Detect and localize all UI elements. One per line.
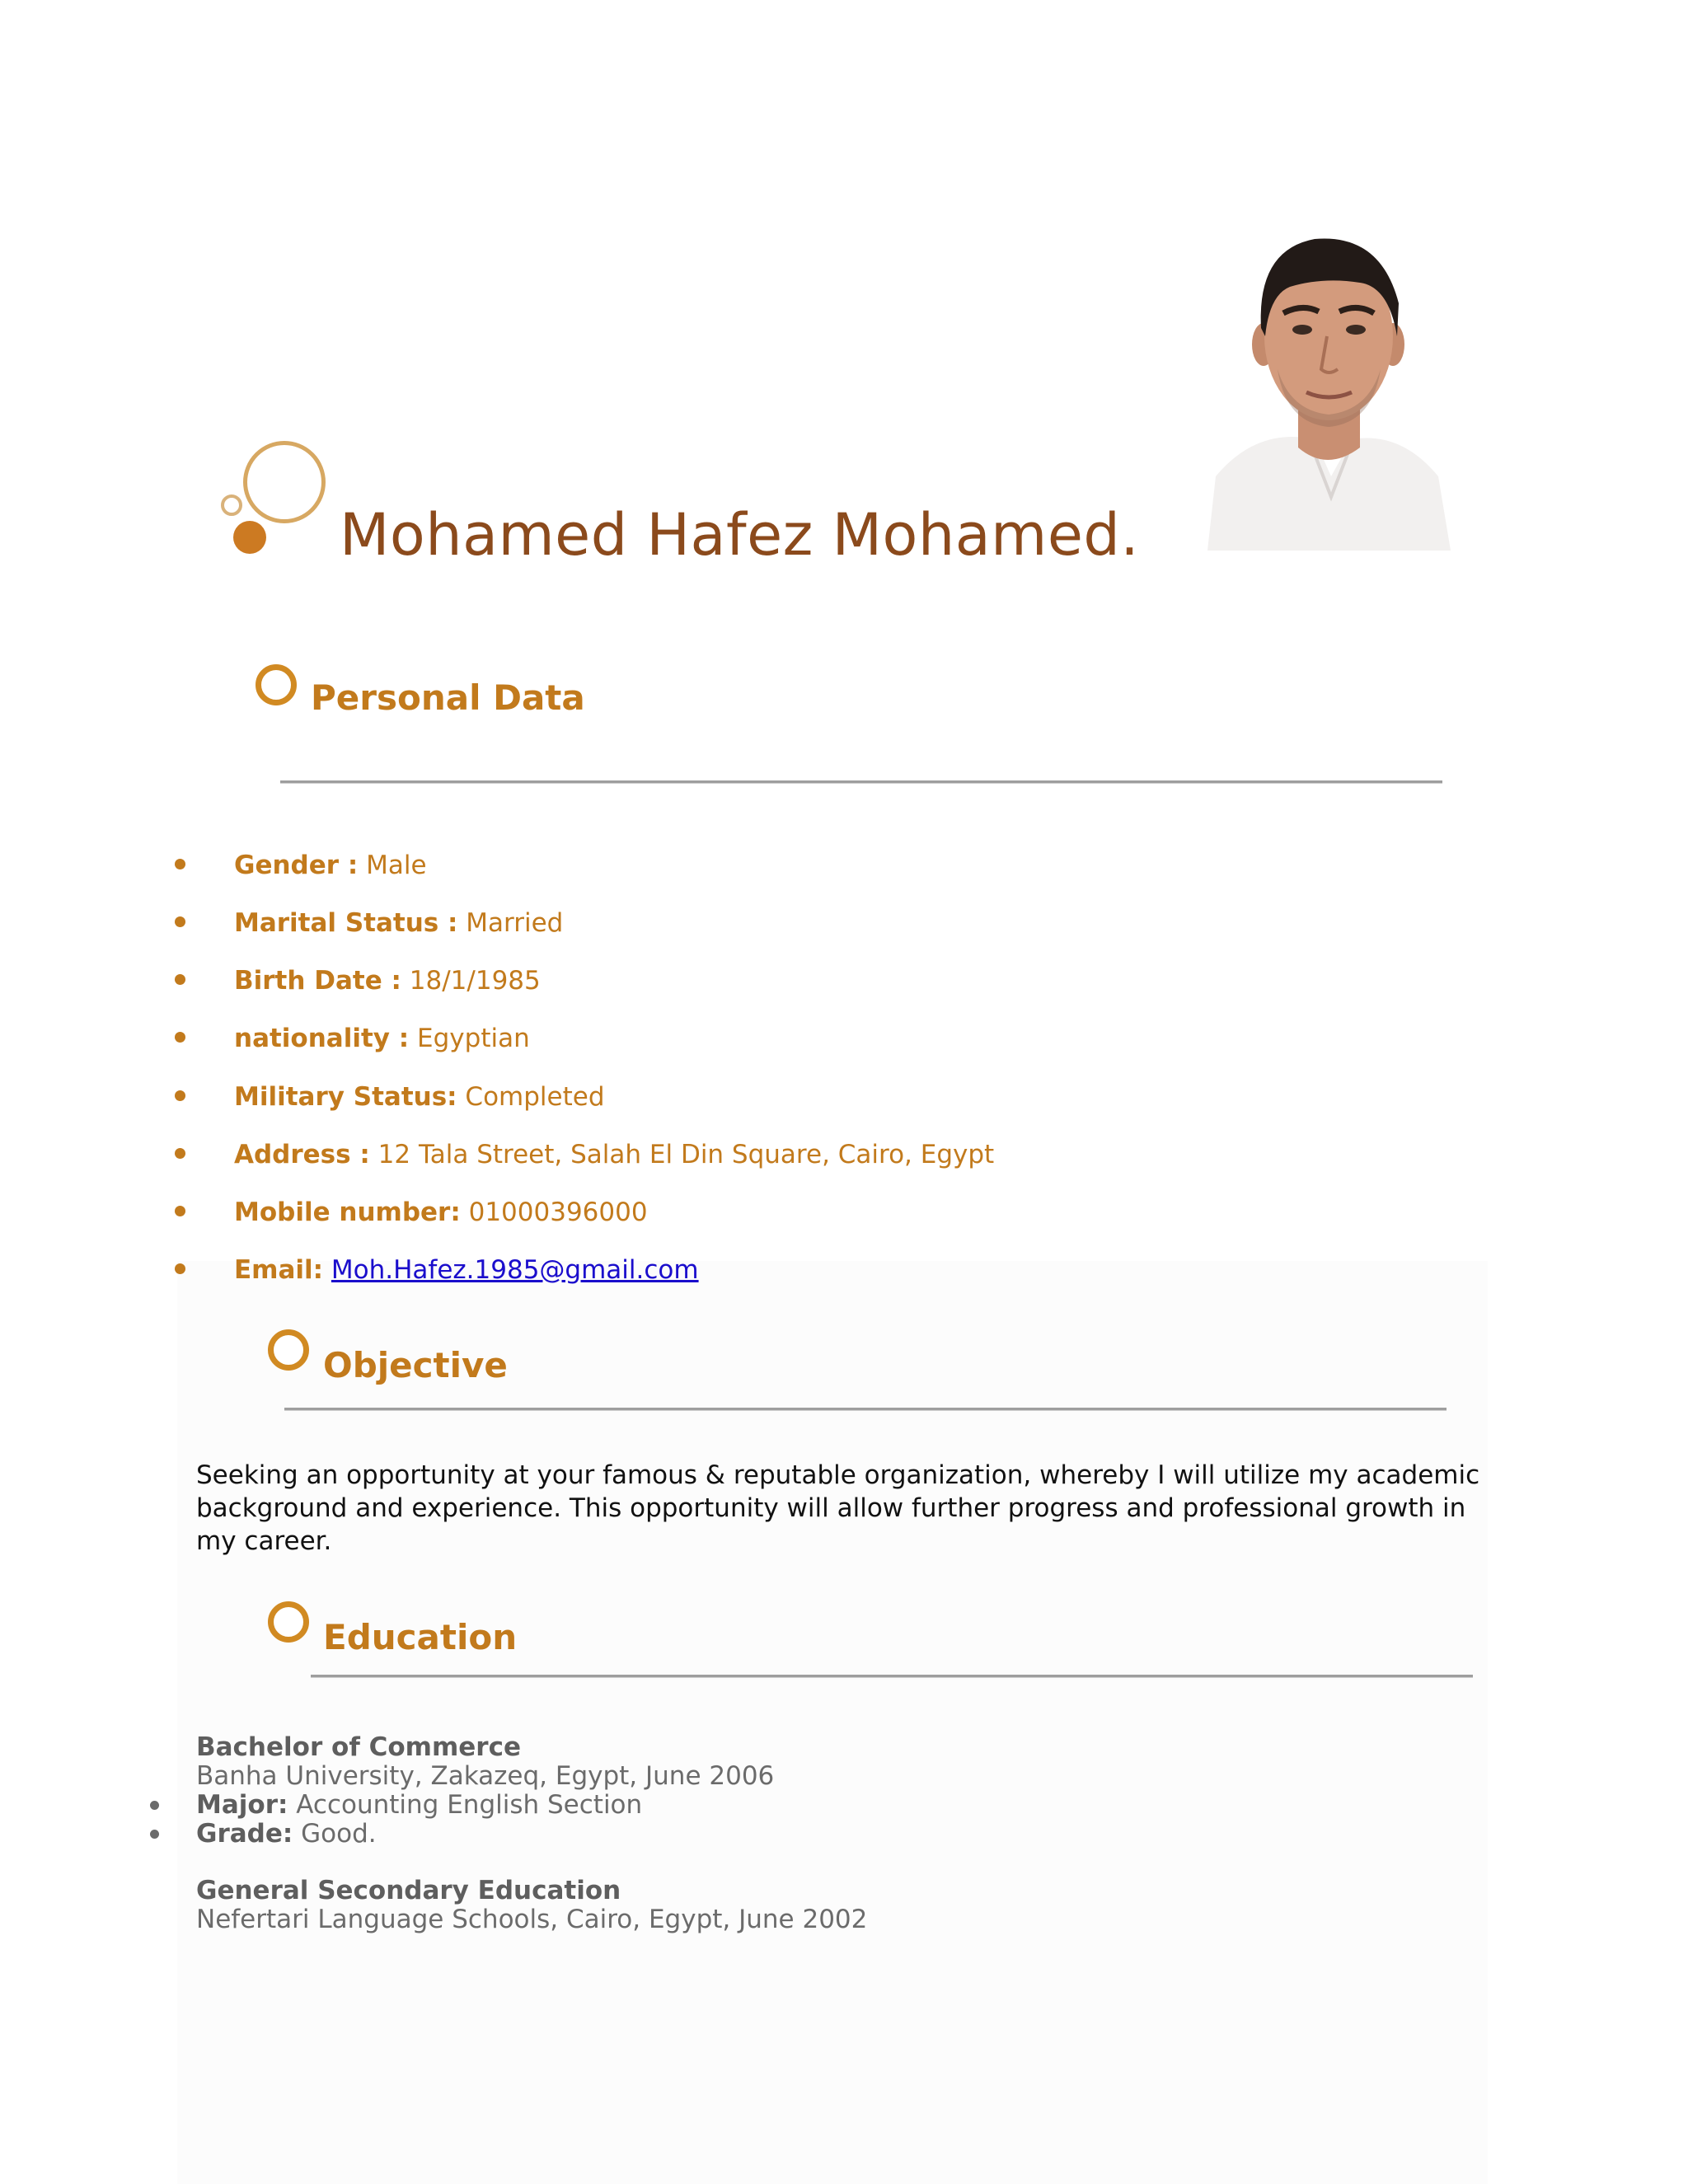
field-value: Accounting English Section [296,1790,643,1820]
field-value: Egyptian [417,1024,530,1053]
section-title-objective: Objective [323,1345,508,1385]
field-label: Email: [234,1255,324,1285]
large-ring-icon [243,441,326,523]
bullet-icon [175,1090,185,1101]
field-label: Gender : [234,851,359,880]
field-label: Grade: [196,1819,293,1849]
field-value: Male [366,851,427,880]
bullet-icon [175,1206,185,1216]
field-value: Good. [301,1819,377,1849]
profile-photo [1191,204,1467,551]
candidate-name: Mohamed Hafez Mohamed. [340,501,1140,569]
education-grade [196,1819,377,1849]
filled-dot-icon [233,521,266,554]
field-label: Marital Status : [234,908,458,938]
section-divider [280,780,1442,783]
bullet-icon [175,1263,185,1274]
education-major [196,1790,642,1820]
section-divider [284,1408,1447,1410]
field-value: Completed [465,1082,605,1112]
section-ring-icon [256,664,297,705]
section-title-personal-data: Personal Data [311,677,585,718]
bullet-icon [150,1801,159,1810]
bullet-icon [175,916,185,927]
section-divider [311,1675,1473,1677]
bullet-icon [175,1032,185,1043]
section-ring-icon [268,1329,309,1371]
field-value: 18/1/1985 [409,966,541,996]
field-label: Military Status: [234,1082,457,1112]
field-label: Mobile number: [234,1197,461,1227]
field-label: Address : [234,1140,370,1169]
field-value: 12 Tala Street, Salah El Din Square, Cairo, Egypt [377,1140,995,1169]
degree-title: General Secondary Education [196,1876,621,1905]
education-degree [196,1732,521,1762]
field-label: nationality : [234,1024,410,1053]
objective-text: Seeking an opportunity at your famous & reputable organization, whereby I will utilize my academic background and experience. This opportunity will allow further progress and professional growth in my career. [196,1460,1480,1556]
bullet-icon [175,1148,185,1159]
field-label: Birth Date : [234,966,401,996]
section-ring-icon [268,1601,309,1643]
section-title-education: Education [323,1617,518,1657]
field-value: 01000396000 [468,1197,648,1227]
profile-photo-illustration [1191,204,1467,551]
field-label: Major: [196,1790,288,1820]
education-institution: Banha University, Zakazeq, Egypt, June 2006 [196,1761,775,1791]
small-ring-icon [221,494,242,516]
email-link[interactable]: Moh.Hafez.1985@gmail.com [331,1255,699,1285]
education-institution: Nefertari Language Schools, Cairo, Egypt, June 2002 [196,1905,868,1934]
bullet-icon [175,859,185,869]
content-background [177,1261,1488,2184]
education-degree [196,1876,621,1905]
field-value: Married [466,908,564,938]
degree-title: Bachelor of Commerce [196,1732,521,1762]
bullet-icon [175,974,185,985]
bullet-icon [150,1830,159,1839]
